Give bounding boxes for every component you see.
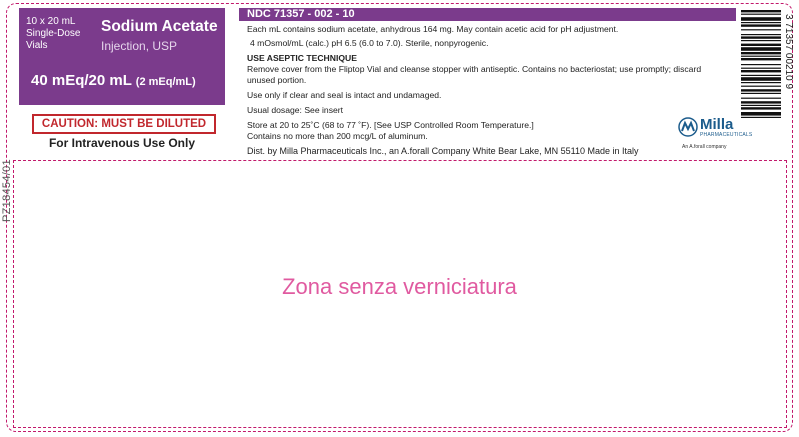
milla-logo-icon [678, 117, 698, 137]
unvarnished-zone-label: Zona senza verniciatura [282, 274, 517, 299]
milla-logo [678, 115, 753, 155]
osmolarity-text: 4 mOsmol/mL (calc.) pH 6.5 (6.0 to 7.0). Sterile, nonpyrogenic. [250, 38, 489, 48]
pack-count: 10 x 20 mL [26, 16, 76, 27]
ndc-number: NDC 71357 - 002 - 10 [239, 8, 736, 21]
dosage-text: Usual dosage: See insert [247, 105, 344, 115]
concentration-total: 40 mEq/20 mL [31, 72, 132, 89]
product-name: Sodium Acetate [101, 18, 218, 35]
caution-box: CAUTION: MUST BE DILUTED [32, 114, 216, 134]
barcode [741, 8, 781, 156]
label-body [247, 24, 737, 157]
product-header [19, 8, 225, 105]
route-of-administration: For Intravenous Use Only [48, 136, 196, 150]
distributor-text: Dist. by Milla Pharmaceuticals Inc., an A.forall Company White Bear Lake, MN 55110 Made in Italy [247, 146, 639, 156]
concentration [31, 72, 196, 89]
dosage-form: Injection, USP [101, 39, 178, 53]
logo-name: Milla [700, 116, 734, 133]
pack-type: Single-Dose [26, 28, 81, 39]
concentration-per-ml: (2 mEq/mL) [135, 76, 196, 88]
storage-text: Store at 20 to 25˚C (68 to 77 ˚F). [See USP Controlled Room Temperature.] [247, 120, 534, 130]
instructions-text: Remove cover from the Fliptop Vial and cleanse stopper with antiseptic. Contains no bacteriostat; use promptly; discard [247, 64, 702, 74]
forall-mark: An A.forall company [682, 144, 727, 150]
aseptic-heading: USE ASEPTIC TECHNIQUE [247, 53, 357, 63]
barcode-number: 3 71357 00210 9 [783, 14, 794, 90]
instructions-text-cont: unused portion. [247, 75, 307, 85]
pack-info [26, 16, 80, 52]
composition-text: Each mL contains sodium acetate, anhydrous 164 mg. May contain acetic acid for pH adjustment. [247, 24, 619, 34]
logo-subtitle: PHARMACEUTICALS [700, 132, 753, 138]
lot-code: PZ18454/01 [1, 159, 13, 222]
aluminum-text: Contains no more than 200 mcg/L of aluminum. [247, 131, 428, 141]
seal-text: Use only if clear and seal is intact and undamaged. [247, 90, 442, 100]
pack-container: Vials [26, 40, 48, 51]
